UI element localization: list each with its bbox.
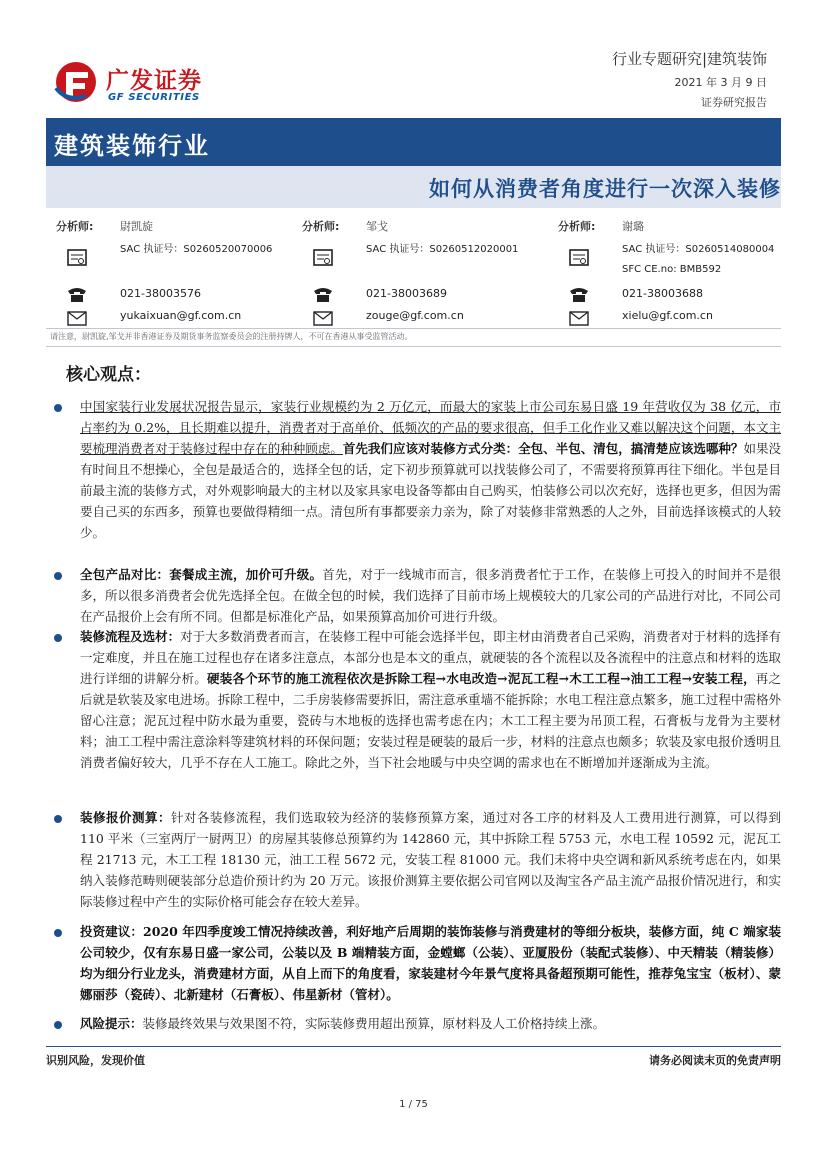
analyst-email[interactable]: yukaixuan@gf.com.cn xyxy=(120,309,242,322)
footer-slogan: 识别风险，发现价值 xyxy=(46,1054,145,1067)
analyst-email[interactable]: zouge@gf.com.cn xyxy=(366,309,464,322)
bullet-dot xyxy=(54,404,62,412)
overview-detail: 如果没有时间且不想操心，全包是最适合的，选择全包的话，定下初步预算就可以找装修公司了，不需要将预算再往下细化。半包是目前最主流的装修方式，对外观影响最大的主材以及家具家电设备等都由自己购买，怕装修公司以次充好，选择也更多，但因为需要自己买的东西多，预算也要做得精细一点。清包所有事都要亲力亲为，除了对装修非常熟悉的人之外，目前选择该模式的人较少。 xyxy=(80,441,781,540)
divider xyxy=(46,346,781,347)
advice-lead: 投资建议： xyxy=(80,924,144,939)
full-package-lead: 全包产品对比：套餐成主流，加价可升级。 xyxy=(80,567,323,582)
analyst-sac: SAC 执证号：S0260512020001 xyxy=(366,244,519,255)
process-text2: 再之后就是软装及家电进场。拆除工程中，二手房装修需要拆旧，需注意承重墙不能拆除；水电工程注意点繁多，施工过程中需格外留心注意；泥瓦过程中防水最为重要，瓷砖与木地板的选择也需考虑在内；木工工程主要为吊顶工程，石膏板与龙骨为主要材料；油工工程中需注意涂料等建筑材料的环保问题；安装过程是硬装的最后一步，材料的注意点也颇多；软装及家电报价透明且消费者偏好较大，几乎不存在人工施工。除此之外，当下社会地暖与中央空调的需求也在不断增加并逐渐成为主流。 xyxy=(80,671,781,770)
analyst-name: 尉凯旋 xyxy=(120,220,153,233)
bullet-dot xyxy=(54,572,62,580)
analyst-sfc: SFC CE.no: BMB592 xyxy=(622,264,722,275)
bullet-full-package xyxy=(80,564,781,627)
analyst-label: 分析师: xyxy=(56,220,94,233)
report-date: 2021 年 3 月 9 日 xyxy=(674,76,767,89)
analyst-email[interactable]: xielu@gf.com.cn xyxy=(622,309,713,322)
industry-title: 建筑装饰行业 xyxy=(54,131,210,160)
risk-lead: 风险提示： xyxy=(80,1016,143,1031)
bullet-industry-overview xyxy=(80,396,781,543)
analyst-name: 谢璐 xyxy=(622,220,644,233)
industry-banner xyxy=(46,118,781,166)
quote-text: 针对各装修流程，我们选取较为经济的装修预算方案，通过对各工序的材料及人工费用进行测算，可以得到 110 平米（三室两厅一厨两卫）的房屋其装修总预算约为 142860 元，其中拆除工程 5753 元，水电工程 10592 元，泥瓦工程 21713 元，木工工程 18130 元，油工工程 5672 元，安装工程 81000 元。我们未将中央空调和新风系统考虑在内，如果纳入装修范畴则硬装部分总造价预计约为 20 万元。该报价测算主要依据公司官网以及淘宝各产品主流产品报价情况进行，和实际装修过程中产生的实际价格可能会存在较大差异。 xyxy=(80,810,781,909)
advice-text: 2020 年四季度竣工情况持续改善，利好地产后周期的装饰装修与消费建材的等细分板块，装修方面，纯 C 端家装公司较少，仅有东易日盛一家公司，公装以及 B 端精装方面，金螳螂（公装）、亚厦股份（装配式装修）、中天精装（精装修）均为细分行业龙头，消费建材方面，从自上而下的角度看，家装建材今年景气度将具备超预期可能性，推荐兔宝宝（板材）、蒙娜丽莎（瓷砖）、北新建材（石膏板）、伟星新材（管材）。 xyxy=(80,924,781,1002)
analyst-phone: 021-38003688 xyxy=(622,287,703,300)
process-bold: 硬装各个环节的施工流程依次是拆除工程→水电改造→泥瓦工程→木工工程→油工工程→安装工程， xyxy=(207,671,756,686)
certificate-icon xyxy=(66,248,88,268)
analyst-phone: 021-38003689 xyxy=(366,287,447,300)
process-lead: 装修流程及选材： xyxy=(80,629,181,644)
risk-text: 装修最终效果与效果图不符，实际装修费用超出预算，原材料及人工价格持续上涨。 xyxy=(142,1016,606,1031)
email-icon xyxy=(312,308,334,328)
report-category: 行业专题研究|建筑装饰 xyxy=(611,50,767,68)
footer-disclaimer-link[interactable]: 请务必阅读末页的免责声明 xyxy=(649,1054,781,1067)
page-number: 1 / 75 xyxy=(399,1099,428,1110)
analyst-name: 邹戈 xyxy=(366,220,388,233)
logo-text: 广发证券 xyxy=(106,68,202,94)
bullet-dot xyxy=(54,929,62,937)
process-text1: 对于大多数消费者而言，在装修工程中可能会选择半包，即主材由消费者自己采购，消费者对于材料的选择有一定难度，并且在施工过程也存在诸多注意点，本部分也是本文的重点，就硬装的各个流程以及各流程中的注意点和材料的选取进行详细的讲解分析。 xyxy=(80,629,781,686)
analyst-sac: SAC 执证号：S0260520070006 xyxy=(120,244,273,255)
report-title: 如何从消费者角度进行一次深入装修 xyxy=(429,176,781,201)
divider xyxy=(46,328,781,329)
footer-divider xyxy=(46,1046,781,1047)
bullet-dot xyxy=(54,634,62,642)
bullet-risk xyxy=(80,1013,781,1034)
certificate-icon xyxy=(312,248,334,268)
analyst-phone: 021-38003576 xyxy=(120,287,201,300)
phone-icon xyxy=(66,284,88,304)
report-type: 证券研究报告 xyxy=(701,96,767,109)
bullet-dot xyxy=(54,1021,62,1029)
title-banner xyxy=(46,166,781,208)
certificate-icon xyxy=(568,248,590,268)
email-icon xyxy=(66,308,88,328)
full-package-text: 首先，对于一线城市而言，很多消费者忙于工作，在装修上可投入的时间并不是很多，所以很多消费者会优先选择全包。在做全包的时候，我们选择了目前市场上规模较大的几家公司的产品进行对比，不同公司在产品报价上会有所不同。但都是标准化产品，如果预算高加价可进行升级。 xyxy=(80,567,781,624)
core-views-heading: 核心观点： xyxy=(66,365,151,385)
overview-bold: 首先我们应该对装修方式分类：全包、半包、清包，搞清楚应该选哪种？ xyxy=(342,441,744,456)
bullet-dot xyxy=(54,815,62,823)
quote-lead: 装修报价测算： xyxy=(80,810,171,825)
bullet-investment-advice xyxy=(80,921,781,1005)
email-icon xyxy=(568,308,590,328)
phone-icon xyxy=(568,284,590,304)
bullet-process-materials xyxy=(80,626,781,773)
analyst-disclaimer: 请注意，尉凯旋,邹戈并非香港证券及期货事务监察委员会的注册持牌人，不可在香港从事受监管活动。 xyxy=(50,332,413,341)
analyst-label: 分析师: xyxy=(558,220,596,233)
analyst-label: 分析师: xyxy=(302,220,340,233)
bullet-quote-estimate xyxy=(80,807,781,912)
analyst-sac: SAC 执证号：S0260514080004 xyxy=(622,244,775,255)
overview-text: 中国家装行业发展状况报告显示，家装行业规模约为 2 万亿元，而最大的家装上市公司东易日盛 19 年营收仅为 38 亿元，市占率约为 0.2%，且长期难以提升，消费者对于高单价、低频次的产品的要求很高，但手工化作业又难以解决这个问题，本文主要梳理消费者对于装修过程中存在的种种顾虑。 xyxy=(80,399,781,456)
logo-english: GF SECURITIES xyxy=(108,92,200,103)
phone-icon xyxy=(312,284,334,304)
